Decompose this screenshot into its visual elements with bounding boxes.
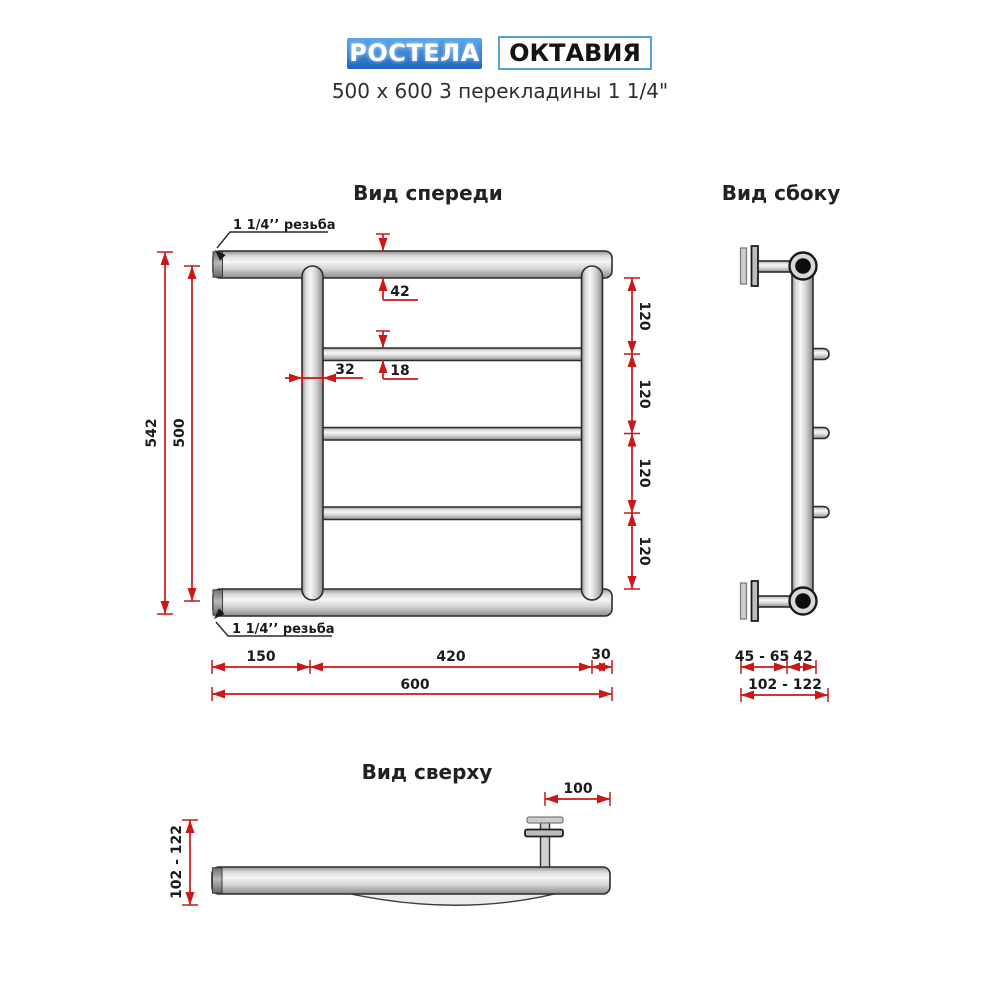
arrowhead xyxy=(628,421,637,434)
dim-label: 18 xyxy=(390,363,410,379)
arrowhead xyxy=(628,278,637,291)
dim-top-depth xyxy=(169,820,198,905)
dim-label: 45 - 65 xyxy=(734,649,790,665)
thread-label-bottom: 1 1/4’’ резьба xyxy=(232,622,335,637)
arrowhead xyxy=(597,795,610,804)
crossbar-1 xyxy=(313,348,589,361)
wall-bracket-top xyxy=(741,246,796,286)
arrowhead xyxy=(212,663,225,672)
arrowhead xyxy=(310,663,323,672)
bracket-nut xyxy=(525,830,563,837)
side-collector-pipe xyxy=(792,266,813,601)
arrowhead xyxy=(628,354,637,367)
bracket-nut xyxy=(752,246,759,286)
top-collector-pipe xyxy=(213,251,612,278)
pipe-end-top xyxy=(790,253,817,280)
dim-bracket-offset xyxy=(545,781,610,806)
top-view xyxy=(169,760,610,905)
arrowhead xyxy=(186,820,195,833)
bottom-collector-pipe xyxy=(213,589,612,616)
dim-label: 100 xyxy=(563,781,593,797)
model-logo: ОКТАВИЯ xyxy=(498,36,652,70)
arrowhead xyxy=(379,278,388,291)
dim-label: 120 xyxy=(636,301,652,331)
dim-crossbar-spacing xyxy=(624,278,652,589)
dim-label: 42 xyxy=(390,284,410,300)
dim-side-chain xyxy=(735,649,816,674)
crossbar-3 xyxy=(313,507,589,520)
arrowhead xyxy=(628,434,637,447)
top-collector-pipe xyxy=(212,867,610,894)
arrowhead xyxy=(161,252,170,265)
dim-label: 102 - 122 xyxy=(169,824,185,900)
dim-label: 150 xyxy=(246,649,276,665)
dim-label: 32 xyxy=(335,362,355,378)
thread-label-top: 1 1/4’’ резьба xyxy=(233,218,336,233)
crossbar-2 xyxy=(313,428,589,441)
dim-label: 120 xyxy=(636,536,652,566)
arrowhead xyxy=(161,601,170,614)
arrowhead xyxy=(628,341,637,354)
dim-label: 600 xyxy=(400,677,430,693)
arrowhead xyxy=(379,238,388,251)
dim-label: 102 - 122 xyxy=(747,677,823,693)
product-subtitle: 500 x 600 3 перекладины 1 1/4" xyxy=(331,79,669,103)
arrowhead xyxy=(379,360,388,373)
left-riser-pipe xyxy=(302,266,323,600)
arrowhead xyxy=(188,266,197,279)
dim-label: 542 xyxy=(144,418,160,448)
dim-label: 120 xyxy=(636,379,652,409)
arrowhead xyxy=(186,892,195,905)
dim-label: 500 xyxy=(172,418,188,448)
arrowhead xyxy=(289,374,302,383)
wall-plate xyxy=(741,248,747,284)
dim-height-axes xyxy=(172,266,200,601)
front-view-title: Вид спереди xyxy=(353,181,503,205)
dim-side-depth xyxy=(741,677,828,702)
arrowhead xyxy=(323,374,336,383)
dim-label: 120 xyxy=(636,458,652,488)
arrowhead xyxy=(188,588,197,601)
side-view xyxy=(722,181,841,702)
pipe-end-bore xyxy=(795,593,811,609)
brand-logo: РОСТЕЛА xyxy=(347,38,482,69)
right-riser-pipe xyxy=(582,266,603,600)
bracket-nut xyxy=(752,581,759,621)
arrowhead xyxy=(599,663,612,672)
dim-riser-diameter xyxy=(285,362,363,385)
dim-height-overall xyxy=(144,252,173,614)
wall-plate xyxy=(527,817,563,823)
wall-plate xyxy=(741,583,747,619)
arrowhead xyxy=(628,513,637,526)
arrowhead xyxy=(628,576,637,589)
dim-bottom-chain xyxy=(212,647,612,674)
pipe-end-bore xyxy=(795,258,811,274)
thread-cap xyxy=(213,868,223,893)
wall-bracket-bottom xyxy=(741,581,796,621)
dim-label: 420 xyxy=(436,649,466,665)
arrowhead xyxy=(297,663,310,672)
arrowhead xyxy=(212,690,225,699)
dim-width-overall xyxy=(212,677,612,701)
arrowhead xyxy=(579,663,592,672)
dim-label: 30 xyxy=(591,647,611,663)
side-view-title: Вид сбоку xyxy=(721,181,841,205)
leader-line xyxy=(217,232,328,248)
pipe-end-bottom xyxy=(790,588,817,615)
front-view xyxy=(144,181,652,701)
arrowhead xyxy=(599,690,612,699)
top-view-title: Вид сверху xyxy=(361,760,493,784)
arrowhead xyxy=(545,795,558,804)
arrowhead xyxy=(379,335,388,348)
dim-label: 42 xyxy=(793,649,813,665)
arrowhead xyxy=(628,500,637,513)
